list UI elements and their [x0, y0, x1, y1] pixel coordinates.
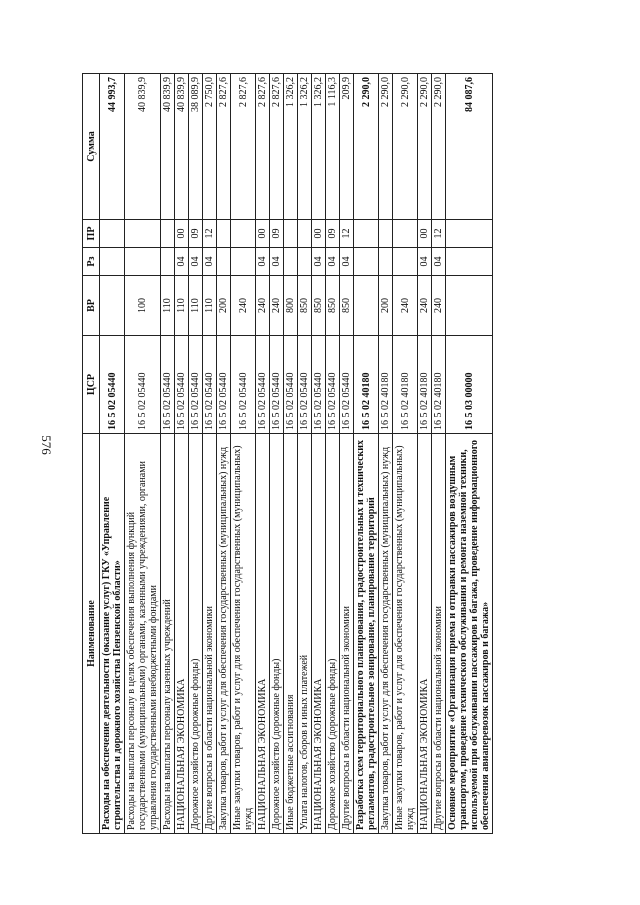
row-name: Иные закупки товаров, работ и услуг для обеспечения государственных (муниципальных) нужд: [393, 434, 418, 834]
row-rz: 04: [340, 248, 354, 276]
row-csr: 16 5 02 05440: [326, 336, 340, 434]
row-pr: 12: [203, 220, 217, 248]
row-pr: [298, 220, 312, 248]
table-row: [125, 74, 161, 834]
table-row: [312, 74, 326, 834]
table-row: [393, 74, 418, 834]
row-rz: [379, 248, 393, 276]
row-sum: 1 326,2: [284, 74, 298, 220]
row-csr: 16 5 02 05440: [125, 336, 161, 434]
row-csr: 16 5 02 05440: [175, 336, 189, 434]
row-sum: 1 326,2: [312, 74, 326, 220]
row-rz: [100, 248, 125, 276]
row-vr: 240: [418, 276, 432, 336]
row-rz: 04: [189, 248, 203, 276]
row-vr: 850: [312, 276, 326, 336]
row-vr: 100: [125, 276, 161, 336]
row-name: Другие вопросы в области национальной экономики: [432, 434, 446, 834]
row-name: НАЦИОНАЛЬНАЯ ЭКОНОМИКА: [312, 434, 326, 834]
row-sum: 1 116,3: [326, 74, 340, 220]
row-pr: [354, 220, 379, 248]
row-rz: 04: [312, 248, 326, 276]
row-csr: 16 5 02 05440: [270, 336, 284, 434]
row-rz: 04: [432, 248, 446, 276]
row-sum: 2 290,0: [379, 74, 393, 220]
row-vr: 850: [340, 276, 354, 336]
row-vr: [354, 276, 379, 336]
row-vr: 240: [432, 276, 446, 336]
header-name: Наименование: [83, 434, 100, 834]
row-name: НАЦИОНАЛЬНАЯ ЭКОНОМИКА: [175, 434, 189, 834]
row-vr: 240: [256, 276, 270, 336]
row-sum: 2 290,0: [418, 74, 432, 220]
table-row: [340, 74, 354, 834]
row-csr: 16 5 03 00000: [446, 336, 493, 434]
row-name: Разработка схем территориального планирования, градостроительных и технических регламентов, градостроительное зонирование, планирование территорий: [354, 434, 379, 834]
row-csr: 16 5 02 05440: [298, 336, 312, 434]
row-csr: 16 5 02 40180: [393, 336, 418, 434]
row-name: Иные закупки товаров, работ и услуг для обеспечения государственных (муниципальных) нужд: [231, 434, 256, 834]
row-csr: 16 5 02 40180: [354, 336, 379, 434]
row-sum: 2 827,6: [217, 74, 231, 220]
row-rz: 04: [270, 248, 284, 276]
header-rz: Рз: [83, 248, 100, 276]
row-sum: 40 839,9: [175, 74, 189, 220]
row-name: НАЦИОНАЛЬНАЯ ЭКОНОМИКА: [256, 434, 270, 834]
table-row: [284, 74, 298, 834]
header-vr: ВР: [83, 276, 100, 336]
row-rz: [217, 248, 231, 276]
row-name: Дорожное хозяйство (дорожные фонды): [270, 434, 284, 834]
row-name: НАЦИОНАЛЬНАЯ ЭКОНОМИКА: [418, 434, 432, 834]
row-pr: [161, 220, 175, 248]
row-pr: [446, 220, 493, 248]
row-pr: [217, 220, 231, 248]
row-pr: 00: [256, 220, 270, 248]
row-vr: 110: [175, 276, 189, 336]
budget-table: [82, 73, 493, 834]
row-name: Закупка товаров, работ и услуг для обеспечения государственных (муниципальных) нужд: [217, 434, 231, 834]
row-pr: [100, 220, 125, 248]
row-csr: 16 5 02 05440: [284, 336, 298, 434]
row-pr: 09: [189, 220, 203, 248]
row-name: Закупка товаров, работ и услуг для обеспечения государственных (муниципальных) нужд: [379, 434, 393, 834]
row-pr: [379, 220, 393, 248]
table-row: [189, 74, 203, 834]
row-pr: 09: [270, 220, 284, 248]
row-name: Расходы на выплаты персоналу в целях обеспечения выполнения функций государственными (муниципальными) органами, казенными учреждениями, органами управления государственными внебюджетными фондами: [125, 434, 161, 834]
row-name: Дорожное хозяйство (дорожные фонды): [189, 434, 203, 834]
page-number: 576: [38, 435, 54, 455]
row-csr: 16 5 02 05440: [312, 336, 326, 434]
row-vr: 240: [393, 276, 418, 336]
row-vr: 240: [270, 276, 284, 336]
row-pr: 00: [312, 220, 326, 248]
table-row: [354, 74, 379, 834]
row-sum: 40 839,9: [125, 74, 161, 220]
row-vr: 850: [326, 276, 340, 336]
row-rz: [446, 248, 493, 276]
table-header-row: [83, 74, 100, 834]
row-pr: 00: [175, 220, 189, 248]
row-rz: 04: [418, 248, 432, 276]
row-pr: 09: [326, 220, 340, 248]
row-pr: [125, 220, 161, 248]
row-vr: 850: [298, 276, 312, 336]
row-name: Иные бюджетные ассигнования: [284, 434, 298, 834]
row-sum: 2 827,6: [231, 74, 256, 220]
table-row: [161, 74, 175, 834]
row-rz: 04: [203, 248, 217, 276]
table-row: [446, 74, 493, 834]
table-row: [326, 74, 340, 834]
row-sum: 2 750,0: [203, 74, 217, 220]
row-vr: 110: [161, 276, 175, 336]
row-sum: 2 827,6: [256, 74, 270, 220]
row-rz: [125, 248, 161, 276]
row-sum: 40 839,9: [161, 74, 175, 220]
table-row: [217, 74, 231, 834]
row-name: Уплата налогов, сборов и иных платежей: [298, 434, 312, 834]
table-row: [256, 74, 270, 834]
row-name: Основное мероприятие «Организация приема и отправки пассажиров воздушным транспортом, проведение технического обслуживания и ремонта наземной техники, используемой при обслуживании пассажиров и багажа, проведение информационного обеспечения авиаперевозок пассажиров и багажа»: [446, 434, 493, 834]
row-vr: [446, 276, 493, 336]
table-row: [231, 74, 256, 834]
row-csr: 16 5 02 40180: [432, 336, 446, 434]
row-csr: 16 5 02 05440: [217, 336, 231, 434]
row-name: Расходы на обеспечение деятельности (оказание услуг) ГКУ «Управление строительства и дорожного хозяйства Пензенской области»: [100, 434, 125, 834]
row-vr: [100, 276, 125, 336]
row-vr: 200: [379, 276, 393, 336]
header-csr: ЦСР: [83, 336, 100, 434]
row-rz: 04: [326, 248, 340, 276]
row-pr: 12: [432, 220, 446, 248]
row-sum: 2 290,0: [432, 74, 446, 220]
row-vr: 240: [231, 276, 256, 336]
header-sum: Сумма: [83, 74, 100, 220]
rotated-table-container: [82, 74, 534, 834]
row-rz: [231, 248, 256, 276]
row-vr: 110: [203, 276, 217, 336]
row-rz: [284, 248, 298, 276]
row-name: Расходы на выплаты персоналу казенных учреждений: [161, 434, 175, 834]
row-pr: 00: [418, 220, 432, 248]
row-csr: 16 5 02 05440: [161, 336, 175, 434]
table-body: [100, 74, 493, 834]
table-row: [203, 74, 217, 834]
row-vr: 110: [189, 276, 203, 336]
row-csr: 16 5 02 05440: [100, 336, 125, 434]
row-csr: 16 5 02 05440: [256, 336, 270, 434]
table-row: [432, 74, 446, 834]
row-name: Дорожное хозяйство (дорожные фонды): [326, 434, 340, 834]
table-row: [298, 74, 312, 834]
row-pr: 12: [340, 220, 354, 248]
row-csr: 16 5 02 40180: [418, 336, 432, 434]
row-rz: [393, 248, 418, 276]
row-sum: 38 089,9: [189, 74, 203, 220]
table-row: [175, 74, 189, 834]
row-sum: 1 326,2: [298, 74, 312, 220]
table-row: [379, 74, 393, 834]
row-vr: 800: [284, 276, 298, 336]
row-csr: 16 5 02 40180: [379, 336, 393, 434]
row-rz: [161, 248, 175, 276]
row-sum: 2 290,0: [393, 74, 418, 220]
row-sum: 2 290,0: [354, 74, 379, 220]
row-rz: 04: [256, 248, 270, 276]
row-csr: 16 5 02 05440: [340, 336, 354, 434]
row-sum: 209,9: [340, 74, 354, 220]
row-pr: [231, 220, 256, 248]
table-row: [270, 74, 284, 834]
row-sum: 84 087,6: [446, 74, 493, 220]
header-pr: ПР: [83, 220, 100, 248]
row-vr: 200: [217, 276, 231, 336]
row-sum: 2 827,6: [270, 74, 284, 220]
row-csr: 16 5 02 05440: [231, 336, 256, 434]
row-rz: 04: [175, 248, 189, 276]
row-rz: [298, 248, 312, 276]
row-pr: [393, 220, 418, 248]
table-row: [418, 74, 432, 834]
row-rz: [354, 248, 379, 276]
row-csr: 16 5 02 05440: [203, 336, 217, 434]
row-pr: [284, 220, 298, 248]
row-name: Другие вопросы в области национальной экономики: [340, 434, 354, 834]
row-csr: 16 5 02 05440: [189, 336, 203, 434]
row-name: Другие вопросы в области национальной экономики: [203, 434, 217, 834]
table-row: [100, 74, 125, 834]
row-sum: 44 993,7: [100, 74, 125, 220]
